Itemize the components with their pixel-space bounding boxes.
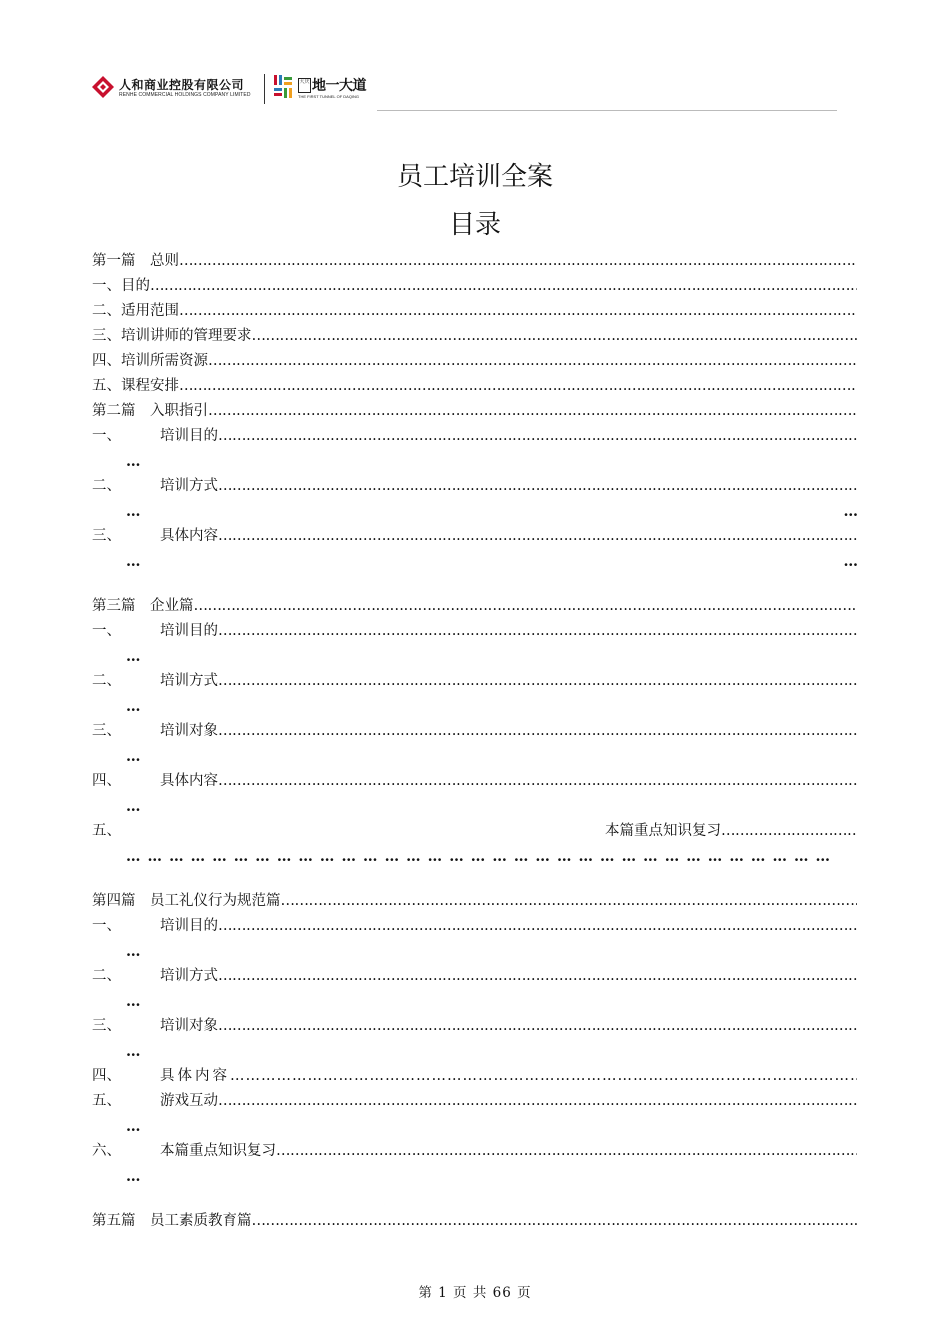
toc-continuation: … … — [126, 503, 857, 520]
toc-continuation — [92, 844, 857, 869]
toc-continuation: … — [126, 1168, 140, 1185]
toc-continuation: … — [126, 943, 140, 960]
toc-item[interactable]: 四、培训所需资源 ……………………………………………………………………………………………………………………………………………………………………………………………………………………… — [92, 349, 857, 374]
toc-item[interactable]: 一、 培训目的 ……………………………………………………………………………………………………………………………………………………………………………………………………………………… — [92, 914, 857, 939]
document-title: 员工培训全案 — [396, 162, 553, 192]
company-name-en: RENHE COMMERCIAL HOLDINGS COMPANY LIMITED — [119, 92, 251, 98]
toc-item[interactable]: 一、目的 ……………………………………………………………………………………………………………………………………………………………………………………………………………………… — [92, 274, 857, 299]
brand-mark-icon — [272, 75, 294, 99]
toc-item[interactable]: 五、课程安排 ……………………………………………………………………………………………………………………………………………………………………………………………………………………… — [92, 374, 857, 399]
toc-continuation: … — [126, 1118, 140, 1135]
renhe-logo-icon — [92, 76, 114, 98]
toc-item[interactable]: 四、 具体内容 ……………………………………………………………………………………………………………………………………………………………………………………………………………………… — [92, 1064, 857, 1089]
toc-part-1[interactable]: 第一篇 总则 ……………………………………………………………………………………………………………………………………………………………………………………………………………………… — [92, 249, 857, 274]
toc-part-2[interactable]: 第二篇 入职指引 ……………………………………………………………………………………………………………………………………………………………………………………………………………………… — [92, 399, 857, 424]
toc-item[interactable]: 一、 培训目的 ……………………………………………………………………………………………………………………………………………………………………………………………………………………… — [92, 424, 857, 449]
toc-part-5[interactable]: 第五篇 员工素质教育篇 ……………………………………………………………………………………………………………………………………………………………………………………………………………………… — [92, 1209, 857, 1234]
toc-item[interactable]: 二、 培训方式 ……………………………………………………………………………………………………………………………………………………………………………………………………………………… — [92, 474, 857, 499]
toc-continuation: … — [126, 993, 140, 1010]
toc-item[interactable]: 五、 本篇重点知识复习 …………………………………………… — [92, 819, 857, 844]
toc-item[interactable]: 三、 具体内容 ……………………………………………………………………………………………………………………………………………………………………………………………………………………… — [92, 524, 857, 549]
toc-item[interactable]: 六、 本篇重点知识复习 ……………………………………………………………………………………………………………………………………………………………………………………………………………………… — [92, 1139, 857, 1164]
brand-city-tag: 大庆 — [298, 78, 311, 93]
toc-heading: 目录 — [448, 210, 501, 240]
toc-item[interactable]: 二、适用范围 ……………………………………………………………………………………………………………………………………………………………………………………………………………………… — [92, 299, 857, 324]
toc-continuation: … — [126, 453, 140, 470]
logo-divider — [264, 74, 265, 104]
toc-item[interactable]: 二、 培训方式 ……………………………………………………………………………………………………………………………………………………………………………………………………………………… — [92, 964, 857, 989]
toc-item[interactable]: 四、 具体内容 ……………………………………………………………………………………………………………………………………………………………………………………………………………………… — [92, 769, 857, 794]
toc-continuation: … — [126, 648, 140, 665]
toc-item[interactable]: 三、 培训对象 ……………………………………………………………………………………………………………………………………………………………………………………………………………………… — [92, 1014, 857, 1039]
table-of-contents — [92, 249, 857, 1234]
toc-item[interactable]: 一、 培训目的 ……………………………………………………………………………………………………………………………………………………………………………………………………………………… — [92, 619, 857, 644]
toc-continuation: … … — [126, 553, 857, 570]
header-rule — [377, 110, 837, 111]
document-header — [92, 72, 852, 106]
toc-continuation: … — [126, 1043, 140, 1060]
toc-item[interactable]: 二、 培训方式 ……………………………………………………………………………………………………………………………………………………………………………………………………………………… — [92, 669, 857, 694]
toc-item[interactable]: 三、培训讲师的管理要求 ……………………………………………………………………………………………………………………………………………………………………………………………………………………… — [92, 324, 857, 349]
toc-part-4[interactable]: 第四篇 员工礼仪行为规范篇 ……………………………………………………………………………………………………………………………………………………………………………………………………………………… — [92, 889, 857, 914]
toc-continuation: … — [126, 698, 140, 715]
toc-continuation: … — [126, 748, 140, 765]
brand-name-en: THE FIRST TUNNEL OF DAQING — [298, 94, 360, 99]
toc-item[interactable]: 五、 游戏互动 ……………………………………………………………………………………………………………………………………………………………………………………………………………………… — [92, 1089, 857, 1114]
toc-continuation: … — [126, 798, 140, 815]
toc-part-3[interactable]: 第三篇 企业篇 ……………………………………………………………………………………………………………………………………………………………………………………………………………………… — [92, 594, 857, 619]
page-footer: 第 1 页 共 66 页 — [418, 1285, 532, 1301]
toc-item[interactable]: 三、 培训对象 ……………………………………………………………………………………………………………………………………………………………………………………………………………………… — [92, 719, 857, 744]
brand-name: 地一大道 — [312, 78, 366, 94]
company-name-cn: 人和商业控股有限公司 — [119, 78, 245, 92]
